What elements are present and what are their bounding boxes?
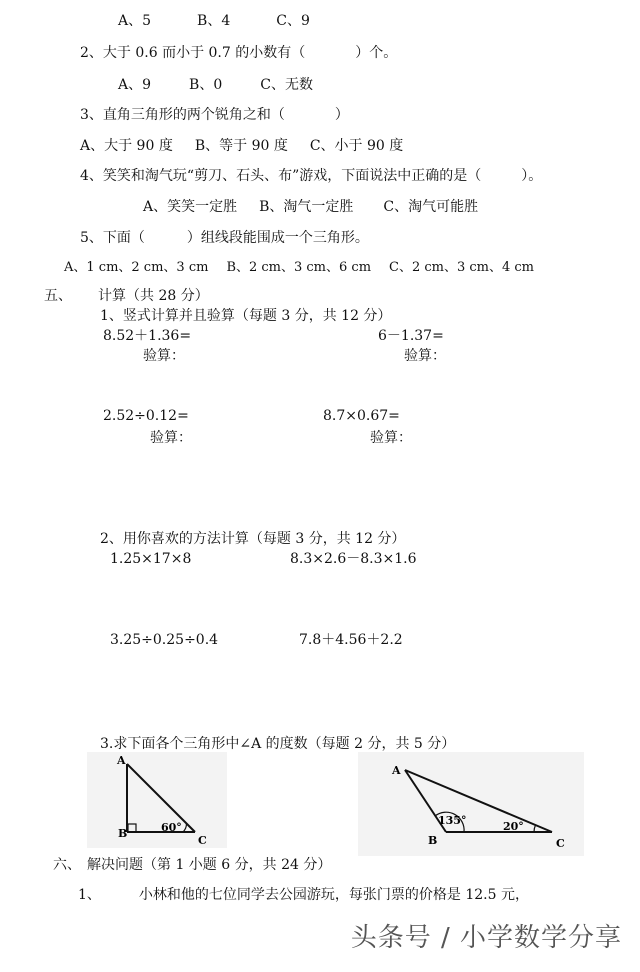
right-triangle-figure xyxy=(87,752,227,848)
fig1-label-c: C xyxy=(198,834,207,847)
section5-number: 五、 xyxy=(44,288,72,304)
fig1-label-a: A xyxy=(117,754,126,767)
q2-options xyxy=(118,75,313,95)
q3-stem-tail: ） xyxy=(334,107,349,123)
section6-q1-number: 1、 xyxy=(78,887,101,903)
problem-7-8-plus-4-56-plus-2-2: 7.8＋4.56＋2.2 xyxy=(299,632,403,648)
q4-stem-tail: ）。 xyxy=(521,168,543,184)
part3-heading: 3.求下面各个三角形中∠A 的度数（每题 2 分，共 5 分） xyxy=(100,736,456,752)
q2-option-b: B、0 xyxy=(189,77,223,93)
fig2-angle-b-label: 135° xyxy=(438,814,467,827)
check-label-2: 验算： xyxy=(404,348,446,364)
watermark: 头条号 / 小学数学分享 xyxy=(350,923,622,953)
q5-option-a: A、1 cm、2 cm、3 cm xyxy=(64,260,209,275)
fig2-label-b: B xyxy=(428,834,438,847)
q1-options xyxy=(118,11,310,31)
problem-8-52-plus-1-36: 8.52＋1.36= xyxy=(103,328,192,344)
q4-stem xyxy=(80,166,542,186)
q1-option-a: A、5 xyxy=(118,13,152,29)
problem-8-3-times-2-6-minus: 8.3×2.6－8.3×1.6 xyxy=(290,551,417,567)
q3-stem xyxy=(80,105,349,125)
q5-option-c: C、2 cm、3 cm、4 cm xyxy=(389,260,535,275)
q4-stem-text: 4、笑笑和淘气玩“剪刀、石头、布”游戏，下面说法中正确的是（ xyxy=(80,168,482,184)
check-label-4: 验算： xyxy=(370,430,412,446)
section5-heading xyxy=(44,286,209,306)
q4-option-b: B、淘气一定胜 xyxy=(259,199,354,215)
q4-option-a: A、笑笑一定胜 xyxy=(143,199,238,215)
q5-options xyxy=(64,258,534,278)
q5-stem-text: 5、下面（ xyxy=(80,230,145,246)
fig1-angle-label: 60° xyxy=(161,821,182,834)
q4-options xyxy=(143,197,478,217)
q3-option-c: C、小于 90 度 xyxy=(309,138,404,154)
section6-heading xyxy=(53,855,331,875)
q2-stem xyxy=(80,43,397,63)
problem-6-minus-1-37: 6－1.37= xyxy=(378,328,444,344)
q3-option-a: A、大于 90 度 xyxy=(80,138,173,154)
check-label-1: 验算： xyxy=(143,348,185,364)
problem-2-52-div-0-12: 2.52÷0.12= xyxy=(103,408,189,424)
q3-option-b: B、等于 90 度 xyxy=(194,138,288,154)
problem-3-25-div-0-25-div-0-4: 3.25÷0.25÷0.4 xyxy=(110,632,219,648)
fig2-label-c: C xyxy=(556,837,565,850)
q2-option-c: C、无数 xyxy=(260,77,313,93)
q1-option-c: C、9 xyxy=(276,13,310,29)
section5-title: 计算（共 28 分） xyxy=(98,288,209,304)
q2-stem-tail: ）个。 xyxy=(355,45,398,61)
fig2-label-a: A xyxy=(392,764,401,777)
problem-8-7-times-0-67: 8.7×0.67= xyxy=(323,408,400,424)
q3-options xyxy=(80,136,403,156)
problem-1-25-times-17-times-8: 1.25×17×8 xyxy=(110,551,192,567)
q5-stem xyxy=(80,228,369,248)
section6-q1-text: 小林和他的七位同学去公园游玩，每张门票的价格是 12.5 元， xyxy=(138,887,529,903)
fig1-label-b: B xyxy=(118,827,128,840)
part1-heading: 1、竖式计算并且验算（每题 3 分，共 12 分） xyxy=(100,308,392,324)
q1-option-b: B、4 xyxy=(197,13,231,29)
section6-question-1 xyxy=(78,885,529,905)
q4-option-c: C、淘气可能胜 xyxy=(383,199,479,215)
q2-stem-text: 2、大于 0.6 而小于 0.7 的小数有（ xyxy=(80,45,306,61)
part2-heading: 2、用你喜欢的方法计算（每题 3 分，共 12 分） xyxy=(100,531,406,547)
q2-option-a: A、9 xyxy=(118,77,152,93)
check-label-3: 验算： xyxy=(150,430,192,446)
q3-stem-text: 3、直角三角形的两个锐角之和（ xyxy=(80,107,285,123)
obtuse-triangle-figure xyxy=(358,752,584,856)
fig2-angle-c-label: 20° xyxy=(503,820,524,833)
q5-option-b: B、2 cm、3 cm、6 cm xyxy=(226,260,372,275)
section6-title: 解决问题（第 1 小题 6 分，共 24 分） xyxy=(87,857,332,873)
q5-stem-tail: ）组线段能围成一个三角形。 xyxy=(186,230,369,246)
section6-number: 六、 xyxy=(53,857,81,873)
